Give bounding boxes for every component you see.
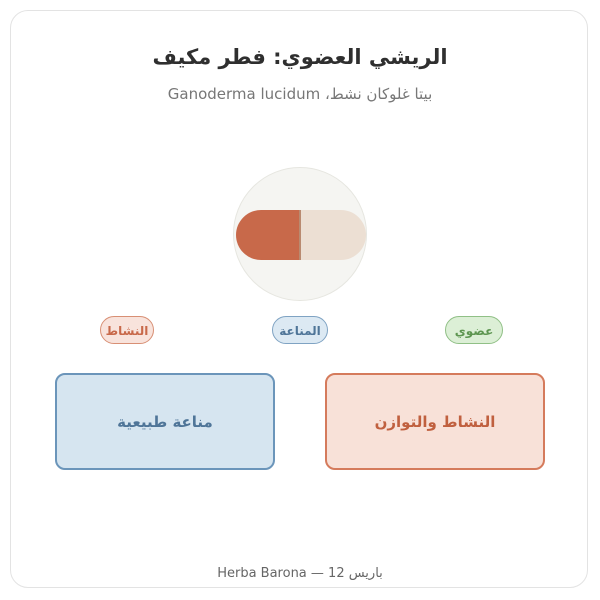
footer-text: Herba Barona — باريس 12 [217,566,383,581]
badge-organic: عضوي [445,316,503,344]
page-subtitle: بيتا غلوكان نشط، Ganoderma lucidum [167,85,433,103]
panel-immunity [55,373,275,470]
panel-activity-label: النشاط والتوازن [374,412,496,431]
capsule-left-half [236,210,300,260]
panel-activity [325,373,545,470]
capsule-right-half [300,210,366,260]
badge-activity: النشاط [100,316,154,344]
panel-immunity-label: مناعة طبيعية [117,412,213,431]
badge-immunity: المناعة [272,316,328,344]
capsule-divider [299,210,301,260]
page-title: الريشي العضوي: فطر مكيف [152,45,448,69]
